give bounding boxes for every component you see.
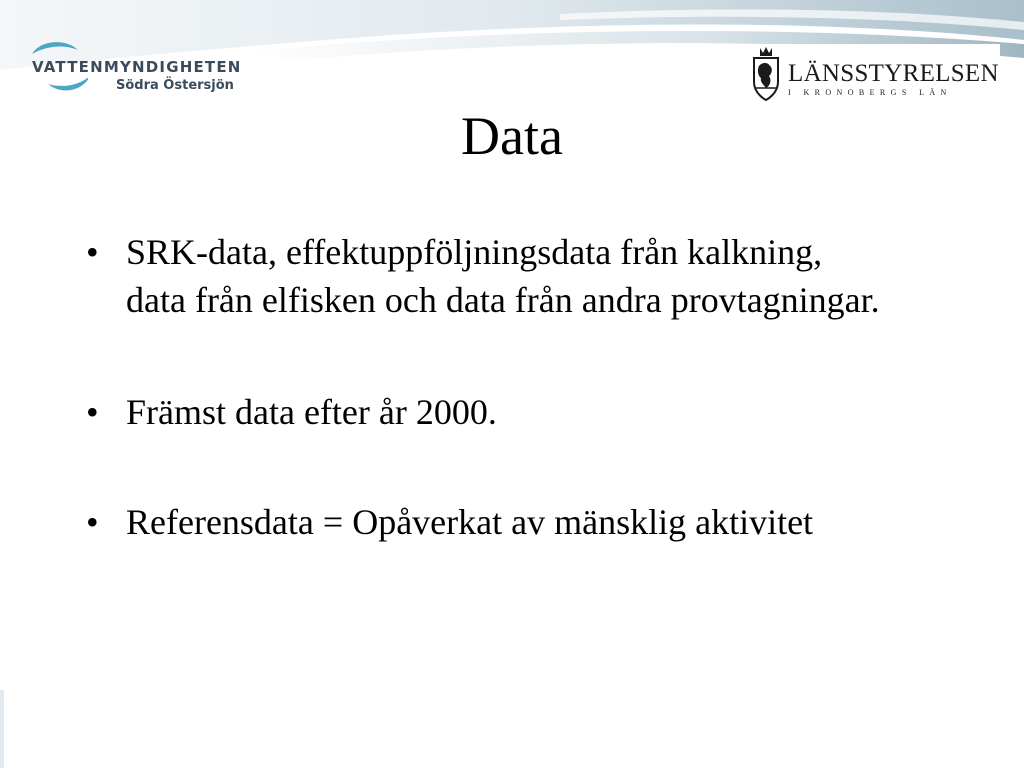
vattenmyndigheten-logo [28,38,258,98]
lansstyrelsen-name: LÄNSSTYRELSEN [788,60,999,87]
coat-of-arms-icon [750,44,782,104]
bullet-marker: • [86,392,99,432]
bullet-item [86,228,886,324]
bullet-list [86,228,886,546]
bullet-item [86,498,886,546]
lansstyrelsen-logo [748,44,1000,106]
bullet-text: Främst data efter år 2000. [126,392,497,432]
slide-title: Data [461,106,563,166]
left-edge-decoration [0,690,6,768]
lansstyrelsen-subtitle: I KRONOBERGS LÄN [788,88,952,97]
bullet-item [86,388,886,436]
bullet-text: Referensdata = Opåverkat av mänsklig aktivitet [126,502,814,542]
vattenmyndigheten-name: VATTENMYNDIGHETEN [32,58,242,76]
bullet-text: SRK-data, effektuppföljningsdata från kalkning, data från elfisken och data från andra provtagningar. [126,232,880,320]
bullet-marker: • [86,232,99,272]
bullet-marker: • [86,502,99,542]
vattenmyndigheten-subtitle: Södra Östersjön [116,78,234,93]
